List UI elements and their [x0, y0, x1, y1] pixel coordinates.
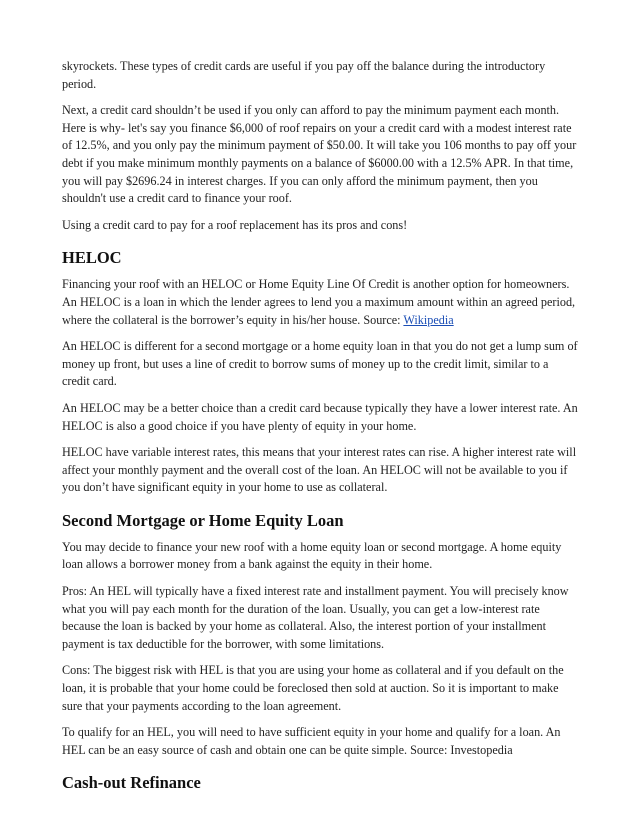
paragraph: Using a credit card to pay for a roof replacement has its pros and cons! — [62, 217, 408, 232]
section-heading-heloc: HELOC — [62, 248, 122, 268]
wikipedia-link[interactable]: Wikipedia — [403, 312, 454, 327]
paragraph-text: Financing your roof with an HELOC or Home Equity Line Of Credit is another option for homeowners. An HELOC is a loan in which the lender agrees to lend you a maximum amount within an agreed period, where the collateral is the borrower’s equity in his/her house. Source: — [62, 277, 576, 327]
paragraph: skyrockets. These types of credit cards are useful if you pay off the balance during the introductory period. — [62, 59, 546, 91]
paragraph: Pros: An HEL will typically have a fixed interest rate and installment payment. You will precisely know what you will pay each month for the duration of the loan. Usually, you can get a low-interest rate because the loan is backed by your home as collateral. Also, the interest portion of your installment payment is tax deductible for the borrower, with some limitations. — [62, 584, 569, 651]
paragraph — [62, 276, 578, 329]
section-heading-second-mortgage: Second Mortgage or Home Equity Loan — [62, 510, 344, 530]
paragraph: HELOC have variable interest rates, this means that your interest rates can rise. A higher interest rate will affect your monthly payment and the overall cost of the loan. An HELOC will not be available to you if you don’t have significant equity in your home to use as collateral. — [62, 445, 577, 495]
paragraph: Next, a credit card shouldn’t be used if you only can afford to pay the minimum payment each month. Here is why- let's say you finance $6,000 of roof repairs on your a credit card with a modest interest rate of 12.5%, and you only pay the minimum payment of $50.00. It will take you 106 months to pay off your debt if you make minimum monthly payments on a balance of $6000.00 with a 12.5% APR. In that time, you will pay $2696.24 in interest charges. If you can only afford the minimum payment, then you shouldn't use a credit card to finance your roof. — [62, 103, 577, 206]
paragraph: An HELOC may be a better choice than a credit card because typically they have a lower interest rate. An HELOC is also a good choice if you have plenty of equity in your home. — [62, 400, 578, 433]
paragraph: To qualify for an HEL, you will need to have sufficient equity in your home and qualify for a loan. An HEL can be an easy source of cash and obtain one can be quite simple. Source: Investopedia — [62, 725, 561, 757]
paragraph: An HELOC is different for a second mortgage or a home equity loan in that you do not get a lump sum of money up front, but uses a line of credit to borrow sums of money up to the credit limit, similar to a credit card. — [62, 339, 578, 389]
paragraph: Cons: The biggest risk with HEL is that you are using your home as collateral and if you default on the loan, it is probable that your home could be foreclosed then sold at auction. So it is important to make sure that your payments according to the loan agreement. — [62, 663, 564, 713]
paragraph: You may decide to finance your new roof with a home equity loan or second mortgage. A home equity loan allows a borrower money from a bank against the equity in their home. — [62, 539, 562, 572]
document-page — [62, 58, 578, 801]
section-heading-cash-out-refinance: Cash-out Refinance — [62, 773, 201, 793]
